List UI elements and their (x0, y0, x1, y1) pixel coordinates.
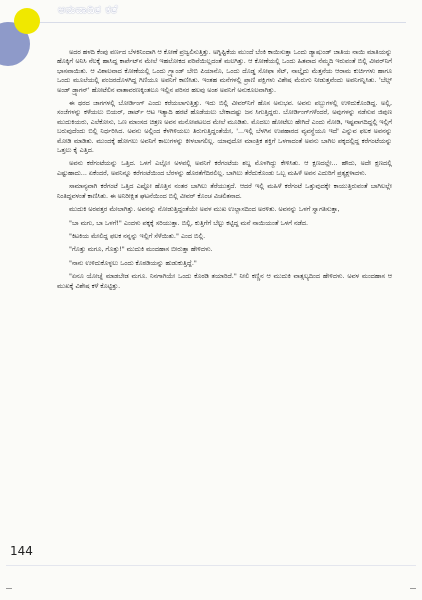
page-number: 144 (10, 544, 33, 558)
paragraph: ಅದರ ಹಳದಿ ಕೆಂಪು ವರ್ಣದ ಬೆಳಕಿನಿಂದಾಗಿ ಆ ಕೋಣೆ ಪ್ರಜ್ವಲಿಸುತ್ತಿತ್ತು. ಅಗ್ನಿಷ್ಟಿಕೆಯ ಮುಂದೆ ಬೆಂಕಿ ಕಾಯಿಸುತ್ತಾ ಒಂದು ಡ್ಯಾಷುಂಡ್ ಜಾತಿಯ ನಾಯಿ ಮಾತಿಯನ್ನು ಹೊಕ್ಕಿಗೆ ಅನಿಸಿ ನೆಲಕ್ಕೆ ಹಾಸಿದ್ದ ಕಾರ್ಪೆಟ್‌ನ ಮೇಲೆ ಇಹಲೋಕದ ಪರಿವೆಯಿಲ್ಲದಂತೆ ಮಲಗಿತ್ತು. ಆ ಕೋಣೆಯಲ್ಲಿ ಒಂದು ಹಿತವಾದ ನೆಮ್ಮದಿ ಇರುವಂತೆ ಬಿಲ್ಲಿ ವೀವರ್‌ನಿಗೆ ಭಾಸವಾಯಿತು. ಆ ವಿಶಾಲವಾದ ಕೋಣೆಯಲ್ಲಿ ಒಂದು ಗ್ರ್ಯಾಂಡ್ ಬೇಬಿ ಪಿಯಾನೊ, ಒಂದು ದೊಡ್ಡ ಸೋಫಾ ಸೆಟ್, ನಾಲ್ಕೈದು ಮೆತ್ತನೆಯ ಆರಾಮ ಕುರ್ಚಿಗಳು ಹಾಗೂ ಒಂದು ಮೂಲೆಯಲ್ಲಿ ಪಂಜರದೊಳಗಿದ್ದ ಗಿಣಿಯೂ ಅವನಿಗೆ ಕಾಣಿಸಿತು. ಇಂತಹ ಮನೆಗಳಲ್ಲಿ ಪ್ರಾಣಿ ಪಕ್ಷಿಗಳು ವಿಶೇಷ ಮೆರುಗು ನೀಡುತ್ತವೆಂದು ಅವನಿಗನ್ನಿಸಿತು. 'ಬೆಲ್ಸ್ ಅಂಡ್ ಡ್ರ್ಯಾಗನ್' ಹೋಟೆಲಿನ ವಾತಾವರಣಕ್ಕಿಂತಲೂ ಇಲ್ಲಿನ ಪರಿಸರ ಹಲವು ಅಂಶ ಅವನಿಗೆ ಅನುಕೂಲವಾಗಿತ್ತು. (57, 48, 392, 94)
story-body (57, 48, 392, 546)
paragraph: ಈ ಥರದ ಜಾಗಗಳಲ್ಲಿ ಬೋರ್ಡಿಂಗ್ ಎಂದು ಕರೆಯಲಾಗುತ್ತಿತ್ತು. ಇದು ಬಿಲ್ಲಿ ವೀವರ್‌ನಿಗೆ ಹೊಸ ಅನುಭವ. ಅವನು ಪಬ್ಬುಗಳಲ್ಲಿ ಉಳಿದುಕೊಂಡಿದ್ದ. ಅಲ್ಲಿ, ಸಂಜೆಗಳನ್ನು ಕಳೆಯಲು ಬಿಯರ್, ಡಾರ್ಟ್ ಆಟ ಇತ್ಯಾದಿ ಹರಟೆ ಹೊಡೆಯಲು ಬೇಕಾದಷ್ಟು ಜನ ಸಿಗುತ್ತಿದ್ದರು. ಬೋರ್ಡಿಂಗ್‌ಗಳೆಂದರೆ, ಅವುಗಳನ್ನು ನಡೆಸುವ ಜಿಪುಣ ಮುದುಕಿಯರು, ಎಲೆಕೋಸು, ಒಣ ಮಾಂಸದ ಚಿತ್ರಣ ಅವನ ಮನೋಪಟಲದ ಮೇಲೆ ಮೂಡಿತು. ಮೊದಲು ಹೋಟೆಲು ಹೇಗಿದೆ ಎಂದು ನೋಡಿ, ಇಷ್ಟವಾಗದಿದ್ದಲ್ಲಿ ಇಲ್ಲಿಗೆ ಬರುವುದೆಂದು ಬಿಲ್ಲಿ ನಿರ್ಧರಿಸಿದ. ಅವನು ಅಲ್ಲಿಂದ ಕೆಳಗಿಳಿಯಲು ತಿರುಗುತ್ತಿದ್ದಂತೆಯೇ, '...ಇಲ್ಲಿ ಬೆಳಗಿನ ಉಪಹಾರದ ವ್ಯವಸ್ಥೆಯೂ ಇದೆ' ಎನ್ನುವ ಫಲಕ ಅವನನ್ನು ಮೋಡಿ ಮಾಡಿತು. ಮುಂದಕ್ಕೆ ಹೋಗಲು ಅವನಿಗೆ ಕಾಲುಗಳನ್ನು ಕೀಳಲಾಗಲಿಲ್ಲ. ಯಾವುದೋ ಮಾಂತ್ರಿಕ ಶಕ್ತಿಗೆ ಒಳಗಾದಂತೆ ಅವನು ಬಾಗಿಲ ಪಕ್ಕದಲ್ಲಿದ್ದ ಕರೆಗಂಟೆಯನ್ನು ಒತ್ತಲು ಕೈ ಎತ್ತಿದ. (57, 99, 392, 155)
crop-mark-right (410, 588, 416, 589)
paragraph: "ಕಿಟಕಿಯ ಮೇಲಿದ್ದ ಫಲಕ ನನ್ನನ್ನು ಇಲ್ಲಿಗೆ ಸೆಳೆಯಿತು." ಎಂದ ಬಿಲ್ಲಿ. (69, 231, 206, 240)
paragraph: "ನಾನು ಉಳಿದುಕೊಳ್ಳಲು ಒಂದು ಕೊಠಡಿಯನ್ನು ಹುಡುಕುತ್ತಿದ್ದೆ." (69, 258, 197, 267)
yellow-circle-decoration (14, 8, 40, 34)
section-title: ಅನುವಾದಿತ ಕತೆ (58, 3, 118, 16)
paragraph: ಅವನು ಕರೆಗಂಟೆಯನ್ನು ಒತ್ತಿದ. ಒಳಗೆ ಎಲ್ಲೋ ಅಳವಲ್ಲಿ ಅವನಿಗೆ ಕರೆಗಂಟೆಯ ಶಬ್ದ ಮೊಳಗಿದ್ದು ಕೇಳಿಸಿತು. ಆ ಕ್ಷಣದಲ್ಲೇ... ಹೌದು, ಅದೇ ಕ್ಷಣದಲ್ಲಿ ಎಷ್ಟುಹಾದು... ಏಕೆಂದರೆ, ಅವನಿನ್ನೂ ಕರೆಗಂಟೆಯಿಂದ ಬೆರಳನ್ನು ಹೊರತೆಗೆದಿರಲಿಲ್ಲ. ಬಾಗಿಲು ತೆರೆದುಕೊಂಡು ಒಬ್ಬ ಮಹಿಳೆ ಅವನ ಎದುರಿಗೆ ಪ್ರತ್ಯಕ್ಷಳಾದಳು. (57, 159, 392, 177)
crop-mark-left (6, 588, 12, 589)
paragraph: "ಗೊತ್ತು ಮಗೂ, ಗೊತ್ತು!" ಮುದುಕಿ ಮಂದಹಾಸ ಬೀರುತ್ತಾ ಹೇಳಿದಳು. (69, 245, 213, 254)
footer-rule (6, 565, 416, 566)
paragraph: "ಏನೂ ಯೋಚ್ನೆ ಮಾಡಬೇಡ ಮಗೂ. ನಿನಗಾಗಿಯೇ ಒಂದು ಕೊಠಡಿ ತಯಾರಿದೆ." ನೀಲಿ ಕಣ್ಣಿನ ಆ ಮುದುಕಿ ವಾತ್ಸಲ್ಯದಿಂದ ಹೇಳಿದಳು. ಅವಳ ಮಂದಹಾಸ ಆ ಮುಖಕ್ಕೆ ವಿಶೇಷ ಕಳೆ ಕೊಟ್ಟಿತ್ತು. (57, 272, 392, 290)
paragraph: "ಬಾ ಮಗು, ಬಾ ಒಳಗೆ!" ಎಂದಳು ಪಕ್ಕಕ್ಕೆ ಸರಿಯುತ್ತಾ. ಬಿಲ್ಲಿ, ಕುತ್ತಿಗೆಗೆ ಬೆಲ್ಟು ಕಟ್ಟಿದ್ದ ಮನೆ ನಾಯಿಯಂತೆ ಒಳಗೆ ನಡೆದ. (69, 218, 309, 227)
paragraph: ಸಾಮಾನ್ಯವಾಗಿ ಕರೆಗಂಟೆ ಒತ್ತಿದ ಎಷ್ಟೋ ಹೊತ್ತಿನ ನಂತರ ಬಾಗಿಲು ತೆರೆಯುತ್ತದೆ. ಆದರೆ ಇಲ್ಲಿ ಮಹಿಳೆ ಕರೆಗಂಟೆ ಒತ್ತುವುದಕ್ಕೇ ಕಾಯುತ್ತಿರುವಂತೆ ಬಾಗಿಲಲ್ಲೇ ನಿಂತಿದ್ದವಳಂತೆ ಕಾಣಿಸಿತು. ಈ ಅನಿರೀಕ್ಷಿತ ಘಟನೆಯಿಂದ ಬಿಲ್ಲಿ ವೀವರ್ ಕೊಂಚ ವಿಚಲಿತನಾದ. (57, 182, 392, 200)
paragraph: ಮುದುಕಿ ಅರವತ್ತರ ಮೇಲಾಗಿತ್ತು. ಅವನನ್ನು ನೋಡುತ್ತಿದ್ದಂತೆಯೇ ಅವಳ ಮುಖ ಉಲ್ಲಾಸದಿಂದ ಅರಳಿತು. ಅವನನ್ನು ಒಳಗೆ ಸ್ವಾಗತಿಸುತ್ತಾ, (69, 205, 340, 214)
